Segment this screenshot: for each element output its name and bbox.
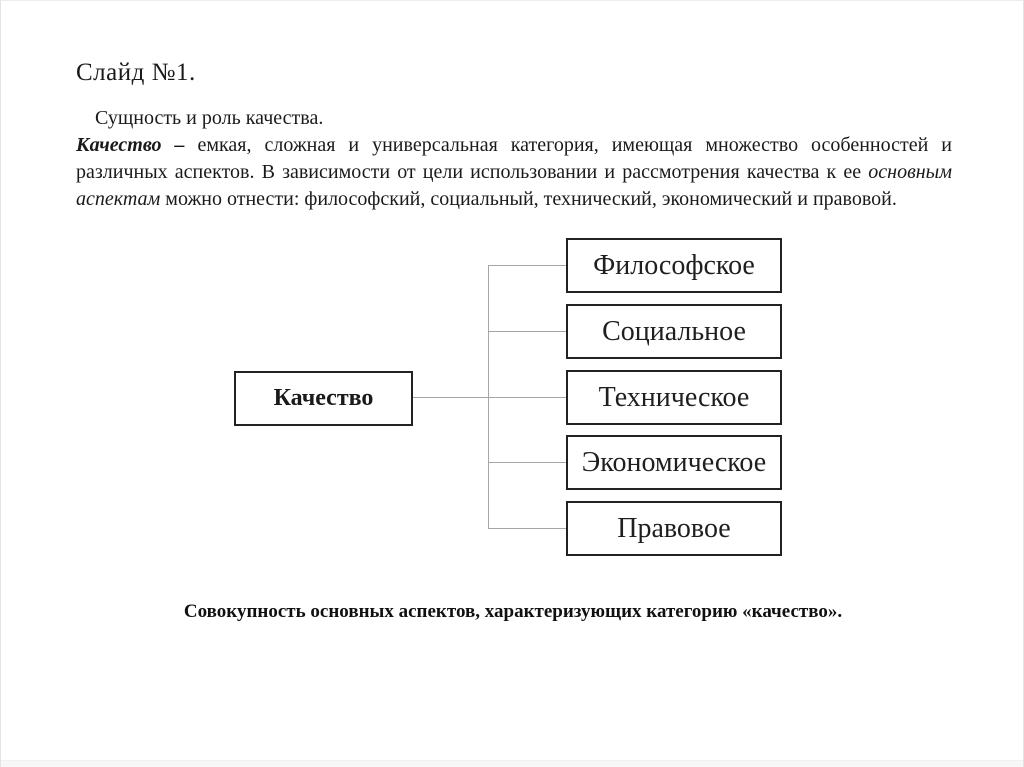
diagram-box-economic (566, 435, 782, 490)
diagram-caption: Совокупность основных аспектов, характеризующих категорию «качество». (183, 601, 843, 622)
connector-root-to-trunk (413, 397, 566, 398)
aspects-diagram (1, 1, 1024, 767)
connector-to-legal (488, 528, 566, 529)
lead-term: Качество – (76, 134, 198, 156)
paragraph-text: емкая, сложная и универсальная категория, имеющая множество особенностей и (197, 134, 952, 156)
diagram-box-label: Социальное (602, 315, 746, 347)
connector-trunk (488, 265, 489, 529)
diagram-box-label: Экономическое (581, 446, 767, 478)
diagram-box-label: Техническое (598, 381, 750, 413)
diagram-box-social (566, 304, 782, 359)
paragraph-text: можно отнести: философский, социальный, технический, экономический и правовой. (160, 188, 897, 210)
diagram-box-philosophical (566, 238, 782, 293)
connector-to-economic (488, 462, 566, 463)
diagram-box-label: Философское (593, 249, 755, 281)
diagram-box-quality (234, 371, 413, 426)
emphasized-text: основным (868, 161, 952, 183)
slide-title: Слайд №1. (76, 59, 196, 86)
diagram-box-legal (566, 501, 782, 556)
connector-to-social (488, 331, 566, 332)
diagram-box-technical (566, 370, 782, 425)
connector-to-philosophical (488, 265, 566, 266)
diagram-box-label: Правовое (617, 512, 731, 544)
diagram-box-label: Качество (273, 385, 374, 411)
slide-subtitle: Сущность и роль качества. (95, 107, 324, 129)
paragraph-text: различных аспектов. В зависимости от цели использовании и рассмотрения качества к ее (76, 161, 869, 183)
page-bottom-edge (1, 760, 1023, 767)
emphasized-text: аспектам (76, 188, 161, 210)
